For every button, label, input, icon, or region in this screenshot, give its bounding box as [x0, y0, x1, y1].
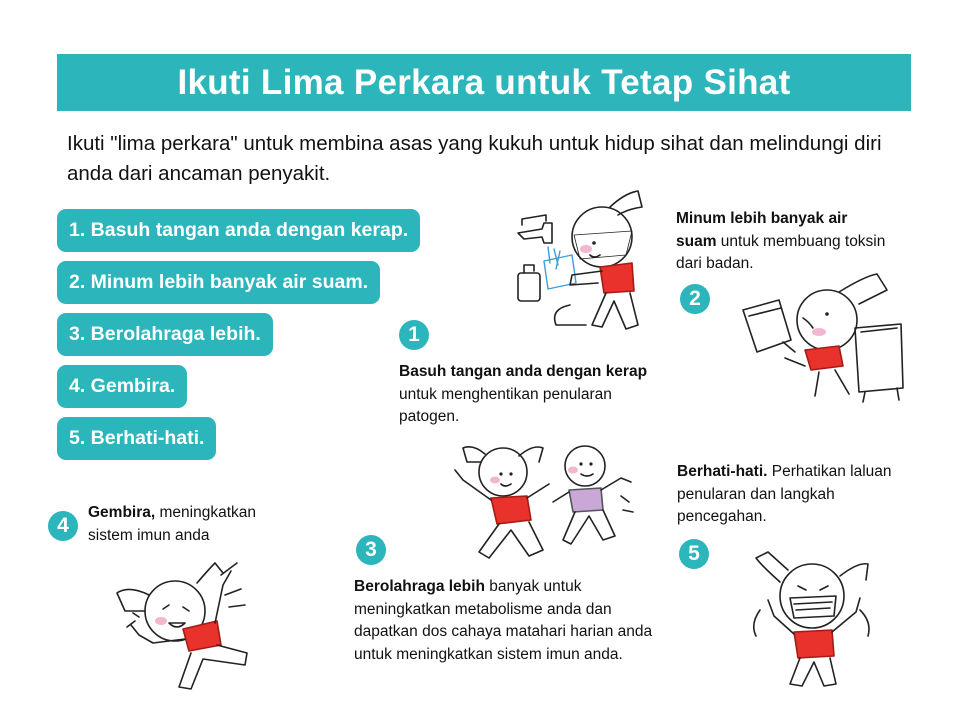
step-number-2-badge: 2 — [680, 284, 710, 314]
caption-step-1-bold: Basuh tangan anda dengan kerap — [399, 363, 648, 380]
caption-step-5-bold: Berhati-hati. — [677, 463, 768, 480]
caption-step-4-bold: Gembira, — [88, 504, 156, 521]
step-pill-1: 1. Basuh tangan anda dengan kerap. — [57, 209, 420, 252]
mask-wearing-illustration — [740, 540, 890, 690]
caption-step-1 — [399, 361, 654, 429]
caption-step-1-text: untuk menghentikan penularan patogen. — [399, 385, 612, 425]
step-pill-2: 2. Minum lebih banyak air suam. — [57, 261, 380, 304]
step-number-5-badge: 5 — [679, 539, 709, 569]
caption-step-5-text: Perhatikan laluan penularan dan langkah pencegahan. — [677, 463, 892, 525]
caption-step-3 — [354, 576, 654, 666]
step-pill-3: 3. Berolahraga lebih. — [57, 313, 273, 356]
caption-step-4-text: meningkatkan sistem imun anda — [88, 504, 257, 544]
step-number-4-badge: 4 — [48, 511, 78, 541]
step-number-1-badge: 1 — [399, 320, 429, 350]
happy-illustration — [105, 555, 290, 695]
exercising-illustration — [445, 440, 640, 570]
caption-step-3-text: banyak untuk meningkatkan metabolisme anda dan dapatkan dos cahaya matahari harian anda untuk meningkatkan sistem imun anda. — [354, 578, 653, 663]
intro-paragraph: Ikuti "lima perkara" untuk membina asas yang kukuh untuk hidup sihat dan melindungi diri anda dari ancaman penyakit. — [67, 132, 882, 185]
caption-step-2-bold: Minum lebih banyak air suam — [676, 210, 848, 250]
caption-step-5 — [677, 461, 892, 529]
caption-step-2 — [676, 208, 891, 276]
step-number-3-badge: 3 — [356, 535, 386, 565]
step-pill-5: 5. Berhati-hati. — [57, 417, 216, 460]
caption-step-2-text: untuk membuang toksin dari badan. — [676, 232, 886, 272]
step-pill-4: 4. Gembira. — [57, 365, 187, 408]
drinking-water-illustration — [735, 270, 915, 405]
page-title: Ikuti Lima Perkara untuk Tetap Sihat — [57, 54, 911, 111]
caption-step-4 — [88, 502, 298, 547]
caption-step-3-bold: Berolahraga lebih — [354, 578, 485, 595]
handwashing-illustration — [510, 185, 680, 345]
